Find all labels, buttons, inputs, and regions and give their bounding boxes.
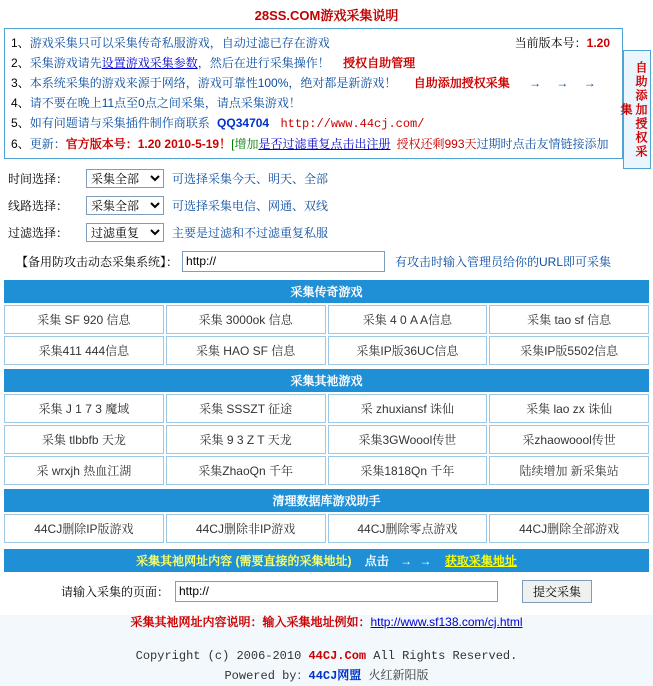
backup-url-row [8,246,653,276]
collect-button[interactable]: 采zhaowoool传世 [489,425,649,454]
register-link[interactable]: 点击出注册 [330,137,391,151]
collect-url-label: 请输入采集的页面： [60,584,169,599]
section-header-legend: 采集传奇游戏 [4,280,649,303]
form-row-time [8,165,653,192]
notice-section [0,28,653,159]
side-tab-auth-add[interactable]: 自助添加授权采集 [623,50,651,169]
collect-button[interactable]: 采集 3000ok 信息 [166,305,326,334]
copyright-brand: 44CJ.Com [308,649,367,663]
other-url-click-label: 点击 [364,554,389,568]
auth-remaining: 授权还剩993天 [396,137,477,151]
grid-legend-row2 [4,334,649,365]
example-prefix: 采集其祂网址内容说明：输入采集地址例如： [130,615,371,629]
submit-collect-button[interactable]: 提交采集 [522,580,592,603]
update-add: [增加 [231,137,259,151]
grid-legend-row1 [4,303,649,334]
page-title: 28SS.COM游戏采集说明 [0,0,653,28]
notice-item [11,73,616,93]
backup-url-label: 【备用防攻击动态采集系统】： [16,254,179,269]
copyright-pre: Copyright (c) 2006-2010 [135,649,309,663]
notice-item [11,134,616,154]
collect-button[interactable]: 采 zhuxiansf 诛仙 [328,394,488,423]
cleanup-button[interactable]: 44CJ删除全部游戏 [489,514,649,543]
copyright-post: All Rights Reserved. [366,649,518,663]
section-header-other-url [4,549,649,572]
notice-index: 1、 [11,36,30,50]
collect-button[interactable]: 采集 tao sf 信息 [489,305,649,334]
filter-form [0,159,653,276]
notice-text: 本系统采集的游戏来源于网络，游戏可靠性100%，绝对都是新游戏！ [29,76,397,90]
collect-button[interactable]: 采集 tlbbfb 天龙 [4,425,164,454]
arrow-right-icon: → → [400,554,434,568]
collect-url-example [0,610,653,632]
notice-text: 采集游戏请先 [29,56,102,70]
notice-item [11,93,616,113]
footer-line-2 [0,666,653,686]
line-select-hint: 可选择采集电信、网通、双线 [172,199,329,213]
grid-other-row1 [4,392,649,423]
form-row-filter [8,219,653,246]
section-header-other-games: 采集其祂游戏 [4,369,649,392]
settings-link[interactable]: 设置游戏采集参数 [101,56,198,70]
version-label: 当前版本号： [514,36,587,50]
notice-text: 请不要在晚上11点至0点之间采集，请点采集游戏！ [29,96,301,110]
powered-pre: Powered by： [224,669,309,683]
footer [0,632,653,686]
get-collect-url-link[interactable]: 获取采集地址 [444,554,517,568]
time-select[interactable] [86,169,164,188]
notice-text-2: ，然后在进行采集操作！ [197,56,330,70]
form-row-line [8,192,653,219]
auth-self-manage-badge[interactable]: 授权自助管理 [343,56,416,70]
filter-select[interactable] [86,223,164,242]
time-select-label: 时间选择： [8,172,69,186]
collect-button[interactable]: 采集411 444信息 [4,336,164,365]
collect-button[interactable]: 采 wrxjh 热血江湖 [4,456,164,485]
collect-button[interactable]: 采集IP版36UC信息 [328,336,488,365]
official-version: 官方版本号：1.20 2010-5-19！ [65,137,232,151]
grid-other-row3 [4,454,649,485]
time-select-hint: 可选择采集今天、明天、全部 [172,172,329,186]
grid-other-row2 [4,423,649,454]
collect-url-row [0,572,653,610]
filter-dup-link[interactable]: 是否过滤重复 [258,137,331,151]
other-url-title: 采集其祂网址内容 (需要直接的采集地址) [136,554,352,568]
notice-index: 6、 [11,137,30,151]
section-header-cleanup: 清理数据库游戏助手 [4,489,649,512]
collect-button[interactable]: 陆续增加 新采集站 [489,456,649,485]
collect-button[interactable]: 采集IP版5502信息 [489,336,649,365]
backup-url-hint: 有攻击时输入管理员给你的URL即可采集 [395,254,612,269]
notice-index: 3、 [11,76,30,90]
cleanup-button[interactable]: 44CJ删除IP版游戏 [4,514,164,543]
collect-button[interactable]: 采集 lao zx 诛仙 [489,394,649,423]
collect-button[interactable]: 采集 4 0 A A信息 [328,305,488,334]
notice-item [11,53,616,73]
qq-value[interactable]: QQ34704 [217,116,270,130]
notice-box [4,28,623,159]
cleanup-button[interactable]: 44CJ删除零点游戏 [328,514,488,543]
line-select[interactable] [86,196,164,215]
collect-button[interactable]: 采集3GWoool传世 [328,425,488,454]
auth-add-badge[interactable]: 自助添加授权采集 [413,76,510,90]
collect-button[interactable]: 采集 SSSZT 征途 [166,394,326,423]
notice-text: 如有问题请与采集插件制作商联系 [29,116,210,130]
line-select-label: 线路选择： [8,199,69,213]
arrow-right-icon: → → → [529,76,602,90]
notice-index: 2、 [11,56,30,70]
collect-button[interactable]: 采集ZhaoQn 千年 [166,456,326,485]
update-label: 更新： [29,137,66,151]
site-url[interactable]: http://www.44cj.com/ [280,117,425,131]
collect-button[interactable]: 采集 J 1 7 3 魔域 [4,394,164,423]
version-value: 1.20 [586,36,610,50]
filter-select-hint: 主要是过滤和不过滤重复私服 [172,226,329,240]
notice-index: 5、 [11,116,30,130]
update-tail: 过期时点击友情链接添加 [476,137,609,151]
cleanup-button[interactable]: 44CJ删除非IP游戏 [166,514,326,543]
collect-button[interactable]: 采集 9 3 Z T 天龙 [166,425,326,454]
filter-select-label: 过滤选择： [8,226,69,240]
collect-button[interactable]: 采集 HAO SF 信息 [166,336,326,365]
collect-url-input[interactable] [175,581,498,602]
notice-item [11,113,616,134]
backup-url-input[interactable] [182,251,385,272]
notice-text: 游戏采集只可以采集传奇私服游戏，自动过滤已存在游戏 [29,36,330,50]
powered-post: 火红新阳版 [361,669,429,683]
collect-button[interactable]: 采集1818Qn 千年 [328,456,488,485]
footer-line-1 [0,646,653,666]
collect-button[interactable]: 采集 SF 920 信息 [4,305,164,334]
powered-brand: 44CJ网盟 [308,669,362,683]
notice-item [11,33,616,53]
example-url[interactable]: http://www.sf138.com/cj.html [370,615,523,629]
notice-index: 4、 [11,96,30,110]
grid-cleanup-row1 [4,512,649,543]
